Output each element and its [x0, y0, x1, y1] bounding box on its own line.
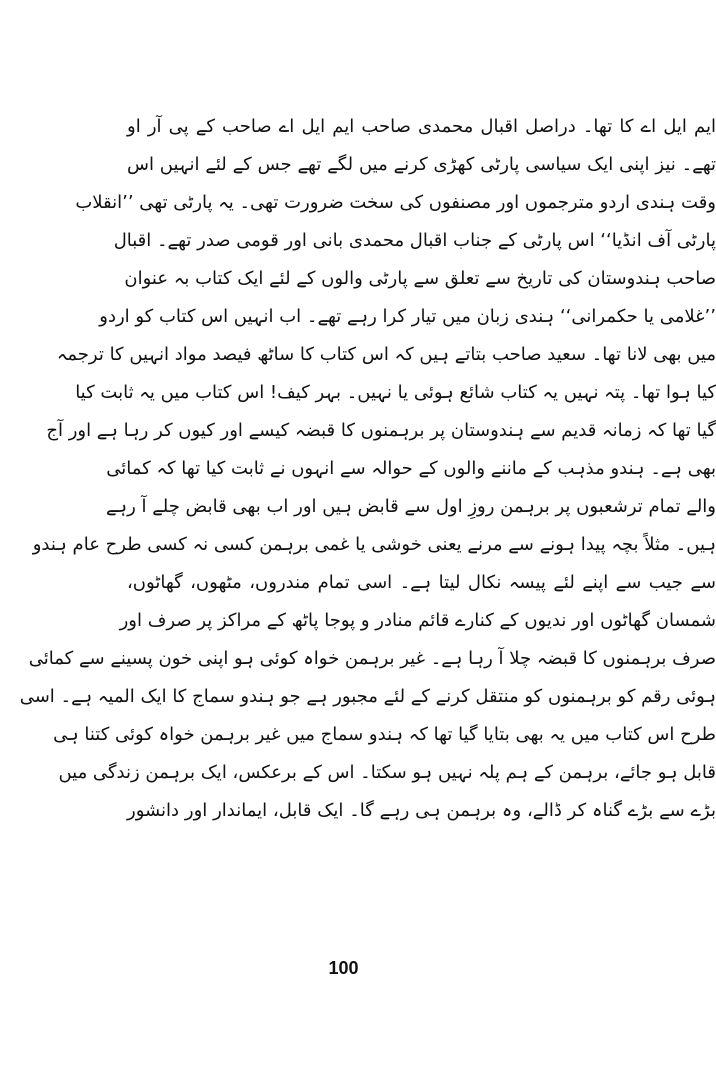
text-line-6: ’’غلامی یا حکمرانی‘‘ ہندی زبان میں تیار کرا رہے تھے۔ اب انہیں اس کتاب کو اردو — [99, 306, 716, 327]
text-line-10: بھی ہے۔ ہندو مذہب کے ماننے والوں کے حوالہ سے انہوں نے ثابت کیا تھا کہ کمائی — [106, 458, 716, 479]
text-line-15: صرف برہمنوں کا قبضہ چلا آ رہا ہے۔ غیر برہمن خواہ کوئی ہو اپنی خون پسینے سے کمائی — [28, 648, 716, 669]
text-line-16: ہوئی رقم کو برہمنوں کو منتقل کرنے کے لئے مجبور ہے جو ہندو سماج کا ایک المیہ ہے۔ اسی — [19, 686, 716, 707]
text-line-13: سے جیب سے اپنے لئے پیسہ نکال لیتا ہے۔ اسی تمام مندروں، مٹھوں، گھاٹوں، — [127, 572, 716, 593]
text-line-3: وقت ہندی اردو مترجموں اور مصنفوں کی سخت ضرورت تھی۔ یہ پارٹی تھی ’’انقلاب — [75, 192, 716, 213]
text-line-11: والے تمام ترشعبوں پر برہمن روزِ اول سے قابض ہیں اور اب بھی قابض چلے آ رہے — [105, 496, 716, 517]
text-line-12: ہیں۔ مثلاً بچہ پیدا ہونے سے مرنے یعنی خوشی یا غمی برہمن کسی نہ کسی طرح عام ہندو — [32, 534, 716, 555]
text-line-4: پارٹی آف انڈیا‘‘ اس پارٹی کے جناب اقبال محمدی بانی اور قومی صدر تھے۔ اقبال — [113, 230, 716, 251]
text-line-5: صاحب ہندوستان کی تاریخ سے تعلق سے پارٹی والوں کے لئے ایک کتاب بہ عنوان — [124, 268, 716, 289]
text-line-8: کیا ہوا تھا۔ پتہ نہیں یہ کتاب شائع ہوئی یا نہیں۔ بہر کیف! اس کتاب میں یہ ثابت کیا — [75, 382, 716, 403]
text-line-9: گیا تھا کہ زمانہ قدیم سے ہندوستان پر برہمنوں کا قبضہ کیسے اور کیوں کر رہا ہے اور آج — [46, 420, 716, 441]
text-line-19: بڑے سے بڑے گناہ کر ڈالے، وہ برہمن ہی رہے گا۔ ایک قابل، ایماندار اور دانشور — [127, 800, 716, 821]
text-line-18: قابل ہو جائے، برہمن کے ہم پلہ نہیں ہو سکتا۔ اس کے برعکس، ایک برہمن زندگی میں — [58, 762, 716, 783]
text-line-17: طرح اس کتاب میں یہ بھی بتایا گیا تھا کہ ہندو سماج میں غیر برہمن خواہ کوئی کتنا ہی — [53, 724, 716, 745]
text-line-14: شمسان گھاٹوں اور ندیوں کے کنارے قائم منادر و پوجا پاٹھ کے مراکز پر صرف اور — [119, 610, 716, 631]
text-line-2: تھے۔ نیز اپنی ایک سیاسی پارٹی کھڑی کرنے میں لگے تھے جس کے لئے انہیں اس — [127, 154, 716, 175]
text-line-1: ایم ایل اے کا تھا۔ دراصل اقبال محمدی صاحب ایم ایل اے صاحب کے پی آر او — [127, 116, 716, 137]
page-number: 100 — [328, 958, 359, 978]
text-line-7: میں بھی لانا تھا۔ سعید صاحب بتاتے ہیں کہ اس کتاب کا ساٹھ فیصد مواد انہیں کا ترجمہ — [56, 344, 716, 365]
